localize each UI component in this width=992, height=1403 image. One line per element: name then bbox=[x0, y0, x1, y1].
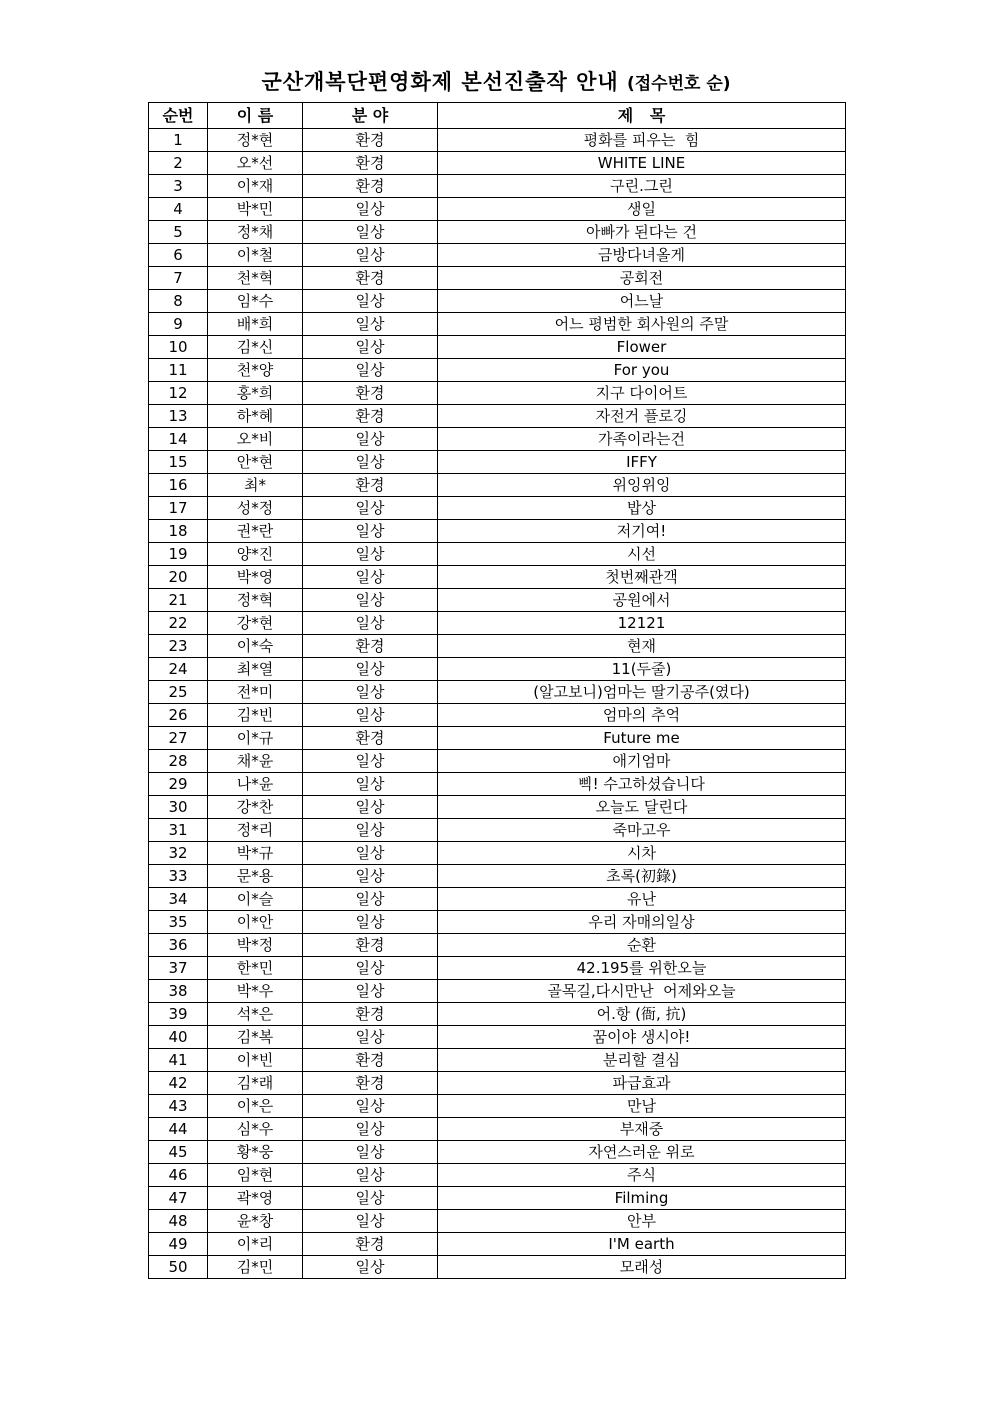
table-row bbox=[149, 704, 846, 727]
cell-number: 33 bbox=[149, 865, 208, 888]
cell-title: 삑! 수고하셨습니다 bbox=[438, 773, 846, 796]
cell-title: IFFY bbox=[438, 451, 846, 474]
cell-category: 일상 bbox=[303, 1210, 438, 1233]
table-row bbox=[149, 566, 846, 589]
cell-number: 47 bbox=[149, 1187, 208, 1210]
cell-number: 7 bbox=[149, 267, 208, 290]
cell-name: 박*정 bbox=[208, 934, 303, 957]
cell-number: 3 bbox=[149, 175, 208, 198]
cell-name: 이*숙 bbox=[208, 635, 303, 658]
table-body bbox=[149, 129, 846, 1279]
cell-category: 환경 bbox=[303, 175, 438, 198]
cell-number: 43 bbox=[149, 1095, 208, 1118]
cell-name: 양*진 bbox=[208, 543, 303, 566]
table-row bbox=[149, 819, 846, 842]
cell-title: 주식 bbox=[438, 1164, 846, 1187]
cell-title: 부재중 bbox=[438, 1118, 846, 1141]
cell-number: 5 bbox=[149, 221, 208, 244]
cell-category: 일상 bbox=[303, 543, 438, 566]
table-row bbox=[149, 405, 846, 428]
table-row bbox=[149, 1141, 846, 1164]
table-row bbox=[149, 1210, 846, 1233]
cell-name: 강*현 bbox=[208, 612, 303, 635]
cell-title: 42.195를 위한오늘 bbox=[438, 957, 846, 980]
cell-name: 문*용 bbox=[208, 865, 303, 888]
cell-name: 황*웅 bbox=[208, 1141, 303, 1164]
table-row bbox=[149, 428, 846, 451]
table-row bbox=[149, 543, 846, 566]
cell-category: 환경 bbox=[303, 727, 438, 750]
cell-category: 환경 bbox=[303, 267, 438, 290]
cell-name: 박*민 bbox=[208, 198, 303, 221]
cell-number: 22 bbox=[149, 612, 208, 635]
cell-name: 권*란 bbox=[208, 520, 303, 543]
table-row bbox=[149, 152, 846, 175]
cell-category: 일상 bbox=[303, 888, 438, 911]
cell-name: 박*우 bbox=[208, 980, 303, 1003]
cell-name: 곽*영 bbox=[208, 1187, 303, 1210]
cell-number: 34 bbox=[149, 888, 208, 911]
cell-name: 한*민 bbox=[208, 957, 303, 980]
table-row bbox=[149, 1187, 846, 1210]
cell-number: 49 bbox=[149, 1233, 208, 1256]
cell-category: 일상 bbox=[303, 1118, 438, 1141]
cell-name: 이*규 bbox=[208, 727, 303, 750]
cell-category: 환경 bbox=[303, 152, 438, 175]
table-row bbox=[149, 451, 846, 474]
cell-number: 46 bbox=[149, 1164, 208, 1187]
cell-name: 안*현 bbox=[208, 451, 303, 474]
cell-category: 일상 bbox=[303, 1095, 438, 1118]
cell-title: 파급효과 bbox=[438, 1072, 846, 1095]
cell-category: 환경 bbox=[303, 635, 438, 658]
cell-title: 골목길,다시만난 어제와오늘 bbox=[438, 980, 846, 1003]
cell-title: Future me bbox=[438, 727, 846, 750]
cell-number: 21 bbox=[149, 589, 208, 612]
cell-number: 30 bbox=[149, 796, 208, 819]
table-row bbox=[149, 773, 846, 796]
table-row bbox=[149, 497, 846, 520]
cell-category: 일상 bbox=[303, 819, 438, 842]
cell-number: 24 bbox=[149, 658, 208, 681]
header-number: 순번 bbox=[149, 103, 208, 129]
cell-title: 12121 bbox=[438, 612, 846, 635]
cell-title: Filming bbox=[438, 1187, 846, 1210]
cell-name: 임*수 bbox=[208, 290, 303, 313]
cell-number: 18 bbox=[149, 520, 208, 543]
cell-title: 안부 bbox=[438, 1210, 846, 1233]
header-name: 이 름 bbox=[208, 103, 303, 129]
cell-name: 오*비 bbox=[208, 428, 303, 451]
cell-category: 일상 bbox=[303, 704, 438, 727]
cell-name: 성*정 bbox=[208, 497, 303, 520]
table-header-row bbox=[149, 103, 846, 129]
table-row bbox=[149, 1049, 846, 1072]
cell-category: 환경 bbox=[303, 934, 438, 957]
cell-number: 38 bbox=[149, 980, 208, 1003]
cell-name: 김*복 bbox=[208, 1026, 303, 1049]
cell-title: 분리할 결심 bbox=[438, 1049, 846, 1072]
cell-title: 어.항 (衙, 抗) bbox=[438, 1003, 846, 1026]
cell-title: 밥상 bbox=[438, 497, 846, 520]
cell-number: 44 bbox=[149, 1118, 208, 1141]
cell-number: 23 bbox=[149, 635, 208, 658]
table-row bbox=[149, 221, 846, 244]
table-row bbox=[149, 474, 846, 497]
cell-category: 환경 bbox=[303, 1072, 438, 1095]
cell-category: 일상 bbox=[303, 911, 438, 934]
cell-name: 김*빈 bbox=[208, 704, 303, 727]
cell-title: 죽마고우 bbox=[438, 819, 846, 842]
cell-category: 환경 bbox=[303, 1233, 438, 1256]
cell-category: 일상 bbox=[303, 1256, 438, 1279]
cell-number: 13 bbox=[149, 405, 208, 428]
table-row bbox=[149, 290, 846, 313]
cell-title: 위잉위잉 bbox=[438, 474, 846, 497]
table-row bbox=[149, 980, 846, 1003]
table-row bbox=[149, 313, 846, 336]
cell-title: 만남 bbox=[438, 1095, 846, 1118]
table-row bbox=[149, 175, 846, 198]
cell-number: 15 bbox=[149, 451, 208, 474]
cell-category: 일상 bbox=[303, 359, 438, 382]
table-row bbox=[149, 888, 846, 911]
cell-name: 박*영 bbox=[208, 566, 303, 589]
cell-category: 일상 bbox=[303, 497, 438, 520]
cell-category: 일상 bbox=[303, 221, 438, 244]
table-row bbox=[149, 750, 846, 773]
cell-title: I'M earth bbox=[438, 1233, 846, 1256]
cell-category: 환경 bbox=[303, 1003, 438, 1026]
header-category: 분 야 bbox=[303, 103, 438, 129]
cell-title: (알고보니)엄마는 딸기공주(였다) bbox=[438, 681, 846, 704]
cell-category: 일상 bbox=[303, 842, 438, 865]
cell-category: 환경 bbox=[303, 1049, 438, 1072]
table-row bbox=[149, 796, 846, 819]
cell-title: 엄마의 추억 bbox=[438, 704, 846, 727]
cell-number: 8 bbox=[149, 290, 208, 313]
cell-number: 42 bbox=[149, 1072, 208, 1095]
cell-category: 일상 bbox=[303, 1026, 438, 1049]
cell-category: 일상 bbox=[303, 428, 438, 451]
cell-name: 이*빈 bbox=[208, 1049, 303, 1072]
cell-title: 시차 bbox=[438, 842, 846, 865]
cell-number: 32 bbox=[149, 842, 208, 865]
table-row bbox=[149, 336, 846, 359]
cell-name: 채*윤 bbox=[208, 750, 303, 773]
table-row bbox=[149, 520, 846, 543]
cell-name: 이*은 bbox=[208, 1095, 303, 1118]
table-row bbox=[149, 129, 846, 152]
cell-number: 9 bbox=[149, 313, 208, 336]
cell-number: 25 bbox=[149, 681, 208, 704]
cell-number: 28 bbox=[149, 750, 208, 773]
cell-name: 정*채 bbox=[208, 221, 303, 244]
table-row bbox=[149, 382, 846, 405]
cell-category: 일상 bbox=[303, 681, 438, 704]
cell-number: 2 bbox=[149, 152, 208, 175]
table-row bbox=[149, 865, 846, 888]
table-row bbox=[149, 1118, 846, 1141]
cell-number: 14 bbox=[149, 428, 208, 451]
cell-name: 하*혜 bbox=[208, 405, 303, 428]
cell-title: 어느 평범한 회사원의 주말 bbox=[438, 313, 846, 336]
cell-name: 심*우 bbox=[208, 1118, 303, 1141]
table-row bbox=[149, 727, 846, 750]
cell-number: 45 bbox=[149, 1141, 208, 1164]
title-text: 군산개복단편영화제 본선진출작 안내 bbox=[261, 70, 619, 94]
table-row bbox=[149, 589, 846, 612]
cell-title: 유난 bbox=[438, 888, 846, 911]
cell-category: 일상 bbox=[303, 658, 438, 681]
cell-number: 29 bbox=[149, 773, 208, 796]
cell-name: 이*재 bbox=[208, 175, 303, 198]
cell-title: 지구 다이어트 bbox=[438, 382, 846, 405]
cell-number: 48 bbox=[149, 1210, 208, 1233]
cell-name: 이*철 bbox=[208, 244, 303, 267]
cell-number: 39 bbox=[149, 1003, 208, 1026]
cell-name: 전*미 bbox=[208, 681, 303, 704]
entries-table bbox=[148, 102, 846, 1279]
cell-title: 11(두줄) bbox=[438, 658, 846, 681]
table-row bbox=[149, 267, 846, 290]
table-row bbox=[149, 681, 846, 704]
table-row bbox=[149, 1256, 846, 1279]
cell-number: 40 bbox=[149, 1026, 208, 1049]
cell-number: 1 bbox=[149, 129, 208, 152]
cell-category: 일상 bbox=[303, 313, 438, 336]
cell-number: 37 bbox=[149, 957, 208, 980]
cell-category: 일상 bbox=[303, 520, 438, 543]
cell-number: 19 bbox=[149, 543, 208, 566]
cell-name: 강*찬 bbox=[208, 796, 303, 819]
cell-category: 일상 bbox=[303, 865, 438, 888]
cell-number: 11 bbox=[149, 359, 208, 382]
cell-title: 공회전 bbox=[438, 267, 846, 290]
title-subtitle: (접수번호 순) bbox=[626, 74, 731, 94]
cell-name: 정*현 bbox=[208, 129, 303, 152]
cell-category: 일상 bbox=[303, 1141, 438, 1164]
cell-title: 첫번째관객 bbox=[438, 566, 846, 589]
cell-title: 시선 bbox=[438, 543, 846, 566]
cell-category: 일상 bbox=[303, 589, 438, 612]
cell-title: 자연스러운 위로 bbox=[438, 1141, 846, 1164]
cell-number: 20 bbox=[149, 566, 208, 589]
cell-category: 환경 bbox=[303, 405, 438, 428]
cell-category: 일상 bbox=[303, 1187, 438, 1210]
cell-title: Flower bbox=[438, 336, 846, 359]
cell-number: 27 bbox=[149, 727, 208, 750]
cell-name: 천*양 bbox=[208, 359, 303, 382]
cell-category: 일상 bbox=[303, 566, 438, 589]
table-row bbox=[149, 198, 846, 221]
cell-title: 오늘도 달린다 bbox=[438, 796, 846, 819]
table-row bbox=[149, 911, 846, 934]
cell-title: 우리 자매의일상 bbox=[438, 911, 846, 934]
cell-title: 가족이라는건 bbox=[438, 428, 846, 451]
cell-name: 나*윤 bbox=[208, 773, 303, 796]
cell-title: 평화를 피우는 힘 bbox=[438, 129, 846, 152]
cell-category: 일상 bbox=[303, 796, 438, 819]
cell-name: 오*선 bbox=[208, 152, 303, 175]
document-title bbox=[0, 66, 992, 96]
cell-name: 김*래 bbox=[208, 1072, 303, 1095]
cell-category: 환경 bbox=[303, 474, 438, 497]
cell-number: 16 bbox=[149, 474, 208, 497]
table-row bbox=[149, 1026, 846, 1049]
header-title: 제 목 bbox=[438, 103, 846, 129]
cell-title: 초록(初錄) bbox=[438, 865, 846, 888]
cell-category: 일상 bbox=[303, 244, 438, 267]
cell-category: 일상 bbox=[303, 612, 438, 635]
cell-category: 일상 bbox=[303, 750, 438, 773]
cell-category: 환경 bbox=[303, 129, 438, 152]
cell-number: 41 bbox=[149, 1049, 208, 1072]
cell-number: 26 bbox=[149, 704, 208, 727]
table-row bbox=[149, 1164, 846, 1187]
cell-name: 최* bbox=[208, 474, 303, 497]
cell-title: For you bbox=[438, 359, 846, 382]
table-row bbox=[149, 244, 846, 267]
cell-number: 50 bbox=[149, 1256, 208, 1279]
table-row bbox=[149, 957, 846, 980]
table-row bbox=[149, 842, 846, 865]
cell-category: 환경 bbox=[303, 382, 438, 405]
table-row bbox=[149, 635, 846, 658]
cell-title: 순환 bbox=[438, 934, 846, 957]
cell-number: 31 bbox=[149, 819, 208, 842]
table-row bbox=[149, 359, 846, 382]
cell-title: 생일 bbox=[438, 198, 846, 221]
table-row bbox=[149, 658, 846, 681]
cell-number: 36 bbox=[149, 934, 208, 957]
cell-name: 석*은 bbox=[208, 1003, 303, 1026]
cell-number: 35 bbox=[149, 911, 208, 934]
cell-category: 일상 bbox=[303, 451, 438, 474]
cell-name: 천*혁 bbox=[208, 267, 303, 290]
cell-name: 이*안 bbox=[208, 911, 303, 934]
cell-title: 저기여! bbox=[438, 520, 846, 543]
cell-name: 박*규 bbox=[208, 842, 303, 865]
cell-category: 일상 bbox=[303, 773, 438, 796]
cell-title: 어느날 bbox=[438, 290, 846, 313]
cell-category: 일상 bbox=[303, 1164, 438, 1187]
table-row bbox=[149, 934, 846, 957]
cell-title: WHITE LINE bbox=[438, 152, 846, 175]
cell-name: 윤*창 bbox=[208, 1210, 303, 1233]
cell-name: 김*신 bbox=[208, 336, 303, 359]
cell-name: 김*민 bbox=[208, 1256, 303, 1279]
table-row bbox=[149, 1095, 846, 1118]
cell-name: 최*열 bbox=[208, 658, 303, 681]
cell-category: 일상 bbox=[303, 336, 438, 359]
cell-category: 일상 bbox=[303, 980, 438, 1003]
cell-title: 현재 bbox=[438, 635, 846, 658]
cell-title: 금방다녀올게 bbox=[438, 244, 846, 267]
table-row bbox=[149, 1072, 846, 1095]
cell-number: 10 bbox=[149, 336, 208, 359]
cell-name: 배*희 bbox=[208, 313, 303, 336]
table-row bbox=[149, 612, 846, 635]
cell-title: 모래성 bbox=[438, 1256, 846, 1279]
cell-number: 17 bbox=[149, 497, 208, 520]
cell-number: 12 bbox=[149, 382, 208, 405]
cell-name: 임*현 bbox=[208, 1164, 303, 1187]
cell-title: 애기엄마 bbox=[438, 750, 846, 773]
cell-title: 꿈이야 생시야! bbox=[438, 1026, 846, 1049]
table-row bbox=[149, 1003, 846, 1026]
cell-category: 일상 bbox=[303, 957, 438, 980]
cell-name: 이*슬 bbox=[208, 888, 303, 911]
cell-title: 자전거 플로깅 bbox=[438, 405, 846, 428]
cell-title: 공원에서 bbox=[438, 589, 846, 612]
cell-name: 홍*희 bbox=[208, 382, 303, 405]
cell-title: 구린.그린 bbox=[438, 175, 846, 198]
cell-category: 일상 bbox=[303, 290, 438, 313]
cell-category: 일상 bbox=[303, 198, 438, 221]
cell-name: 이*리 bbox=[208, 1233, 303, 1256]
cell-title: 아빠가 된다는 건 bbox=[438, 221, 846, 244]
cell-number: 4 bbox=[149, 198, 208, 221]
table-row bbox=[149, 1233, 846, 1256]
cell-name: 정*리 bbox=[208, 819, 303, 842]
cell-number: 6 bbox=[149, 244, 208, 267]
cell-name: 정*혁 bbox=[208, 589, 303, 612]
